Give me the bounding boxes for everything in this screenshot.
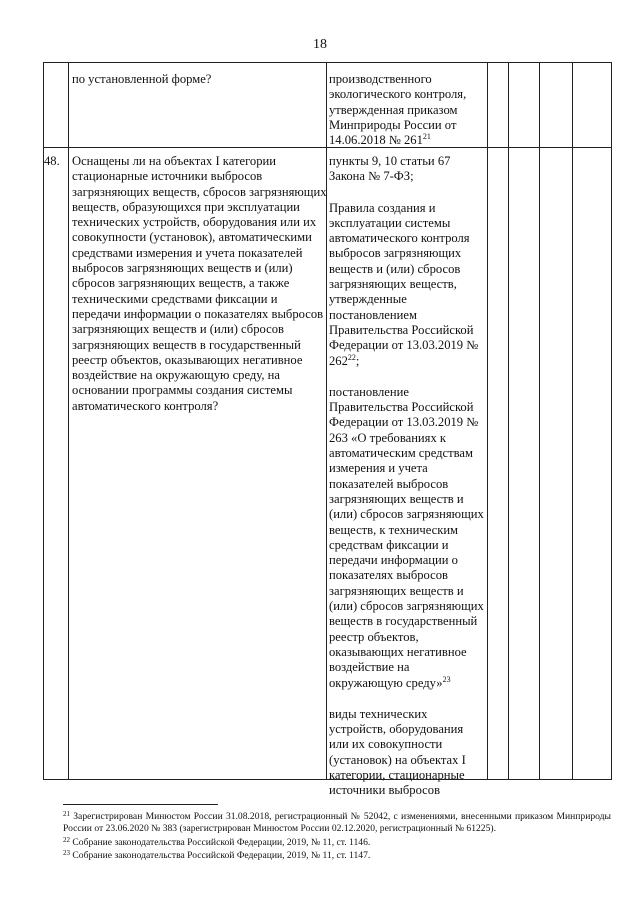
footnote: $^{21}$ Зарегистрирован Минюстом России 31.08.2018, регистрационный № 52042, с изменениями, внесенными приказом Минприроды России от 23.06.2020 № 383 (зарегистрирован Минюстом России 02.12.2020, регистрационный № 61225). bbox=[63, 810, 611, 834]
table-border-bottom bbox=[43, 779, 612, 780]
row-2-number: 48. bbox=[44, 154, 60, 168]
row-2-question: Оснащены ли на объектах I категории стационарные источники выбросов загрязняющих веществ, сбросов загрязняющих веществ, образующихся при эксплуатации технических устройств, оборудования или их совокупности (установок), автоматическими средствами измерения и учета показателей выбросов загрязняющих веществ и (или) сбросов загрязняющих веществ, а также техническими средствами фиксации и передачи информации о показателях выбросов загрязняющих веществ и (или) сбросов загрязняющих веществ в государственный реестр объектов, оказывающих негативное воздействие на окружающую среду, на основании программы создания системы автоматического контроля? bbox=[72, 154, 327, 413]
row-divider bbox=[43, 147, 612, 148]
legal-paragraph: Правила создания и эксплуатации системы автоматического контроля выбросов загрязняющих веществ и (или) сбросов загрязняющих веществ, утвержденные постановлением Правительства Российской Федерации от 13.03.2019 № $262^{22}$; bbox=[329, 200, 479, 368]
column-divider bbox=[508, 62, 509, 780]
column-divider bbox=[68, 62, 69, 780]
row-1-legal-basis bbox=[329, 72, 486, 148]
footnote-ref: 22 bbox=[347, 352, 356, 362]
column-divider bbox=[487, 62, 488, 780]
legal-paragraph: постановление Правительства Российской Федерации от 13.03.2019 № 263 «О требованиях к автоматическим средствам измерения и учета показателей выбросов загрязняющих веществ и (или) сбросов загрязняющих веществ, к техническим средствам фиксации и передачи информации о показателях выбросов загрязняющих веществ и (или) сбросов загрязняющих веществ в государственный реестр объектов, оказывающих негативное воздействие на окружающую среду»$^{23}$ bbox=[329, 384, 484, 690]
table-border-top bbox=[43, 62, 612, 63]
table-border-left bbox=[43, 62, 44, 780]
row-1-question: по установленной форме? bbox=[72, 72, 212, 86]
legal-text: производственного экологического контроля, утвержденная приказом Минприроды России от 14.06.2018 № 261 bbox=[329, 72, 467, 148]
page-number: 18 bbox=[313, 37, 327, 52]
footnotes bbox=[63, 811, 611, 864]
footnote-separator bbox=[63, 804, 218, 805]
row-2-legal-basis bbox=[329, 154, 486, 799]
footnote-ref: 23 bbox=[442, 674, 451, 684]
footnote: $^{23}$ Собрание законодательства Российской Федерации, 2019, № 11, ст. 1147. bbox=[63, 849, 371, 862]
footnote-ref: 21 bbox=[422, 132, 431, 142]
legal-paragraph: виды технических устройств, оборудования или их совокупности (установок) на объектах I категории, стационарные источники выбросов bbox=[329, 706, 466, 798]
footnote: $^{22}$ Собрание законодательства Российской Федерации, 2019, № 11, ст. 1146. bbox=[63, 835, 371, 848]
legal-paragraph: пункты 9, 10 статьи 67 Закона № 7-ФЗ; bbox=[329, 154, 451, 184]
column-divider bbox=[572, 62, 573, 780]
column-divider bbox=[539, 62, 540, 780]
table-border-right bbox=[611, 62, 612, 780]
